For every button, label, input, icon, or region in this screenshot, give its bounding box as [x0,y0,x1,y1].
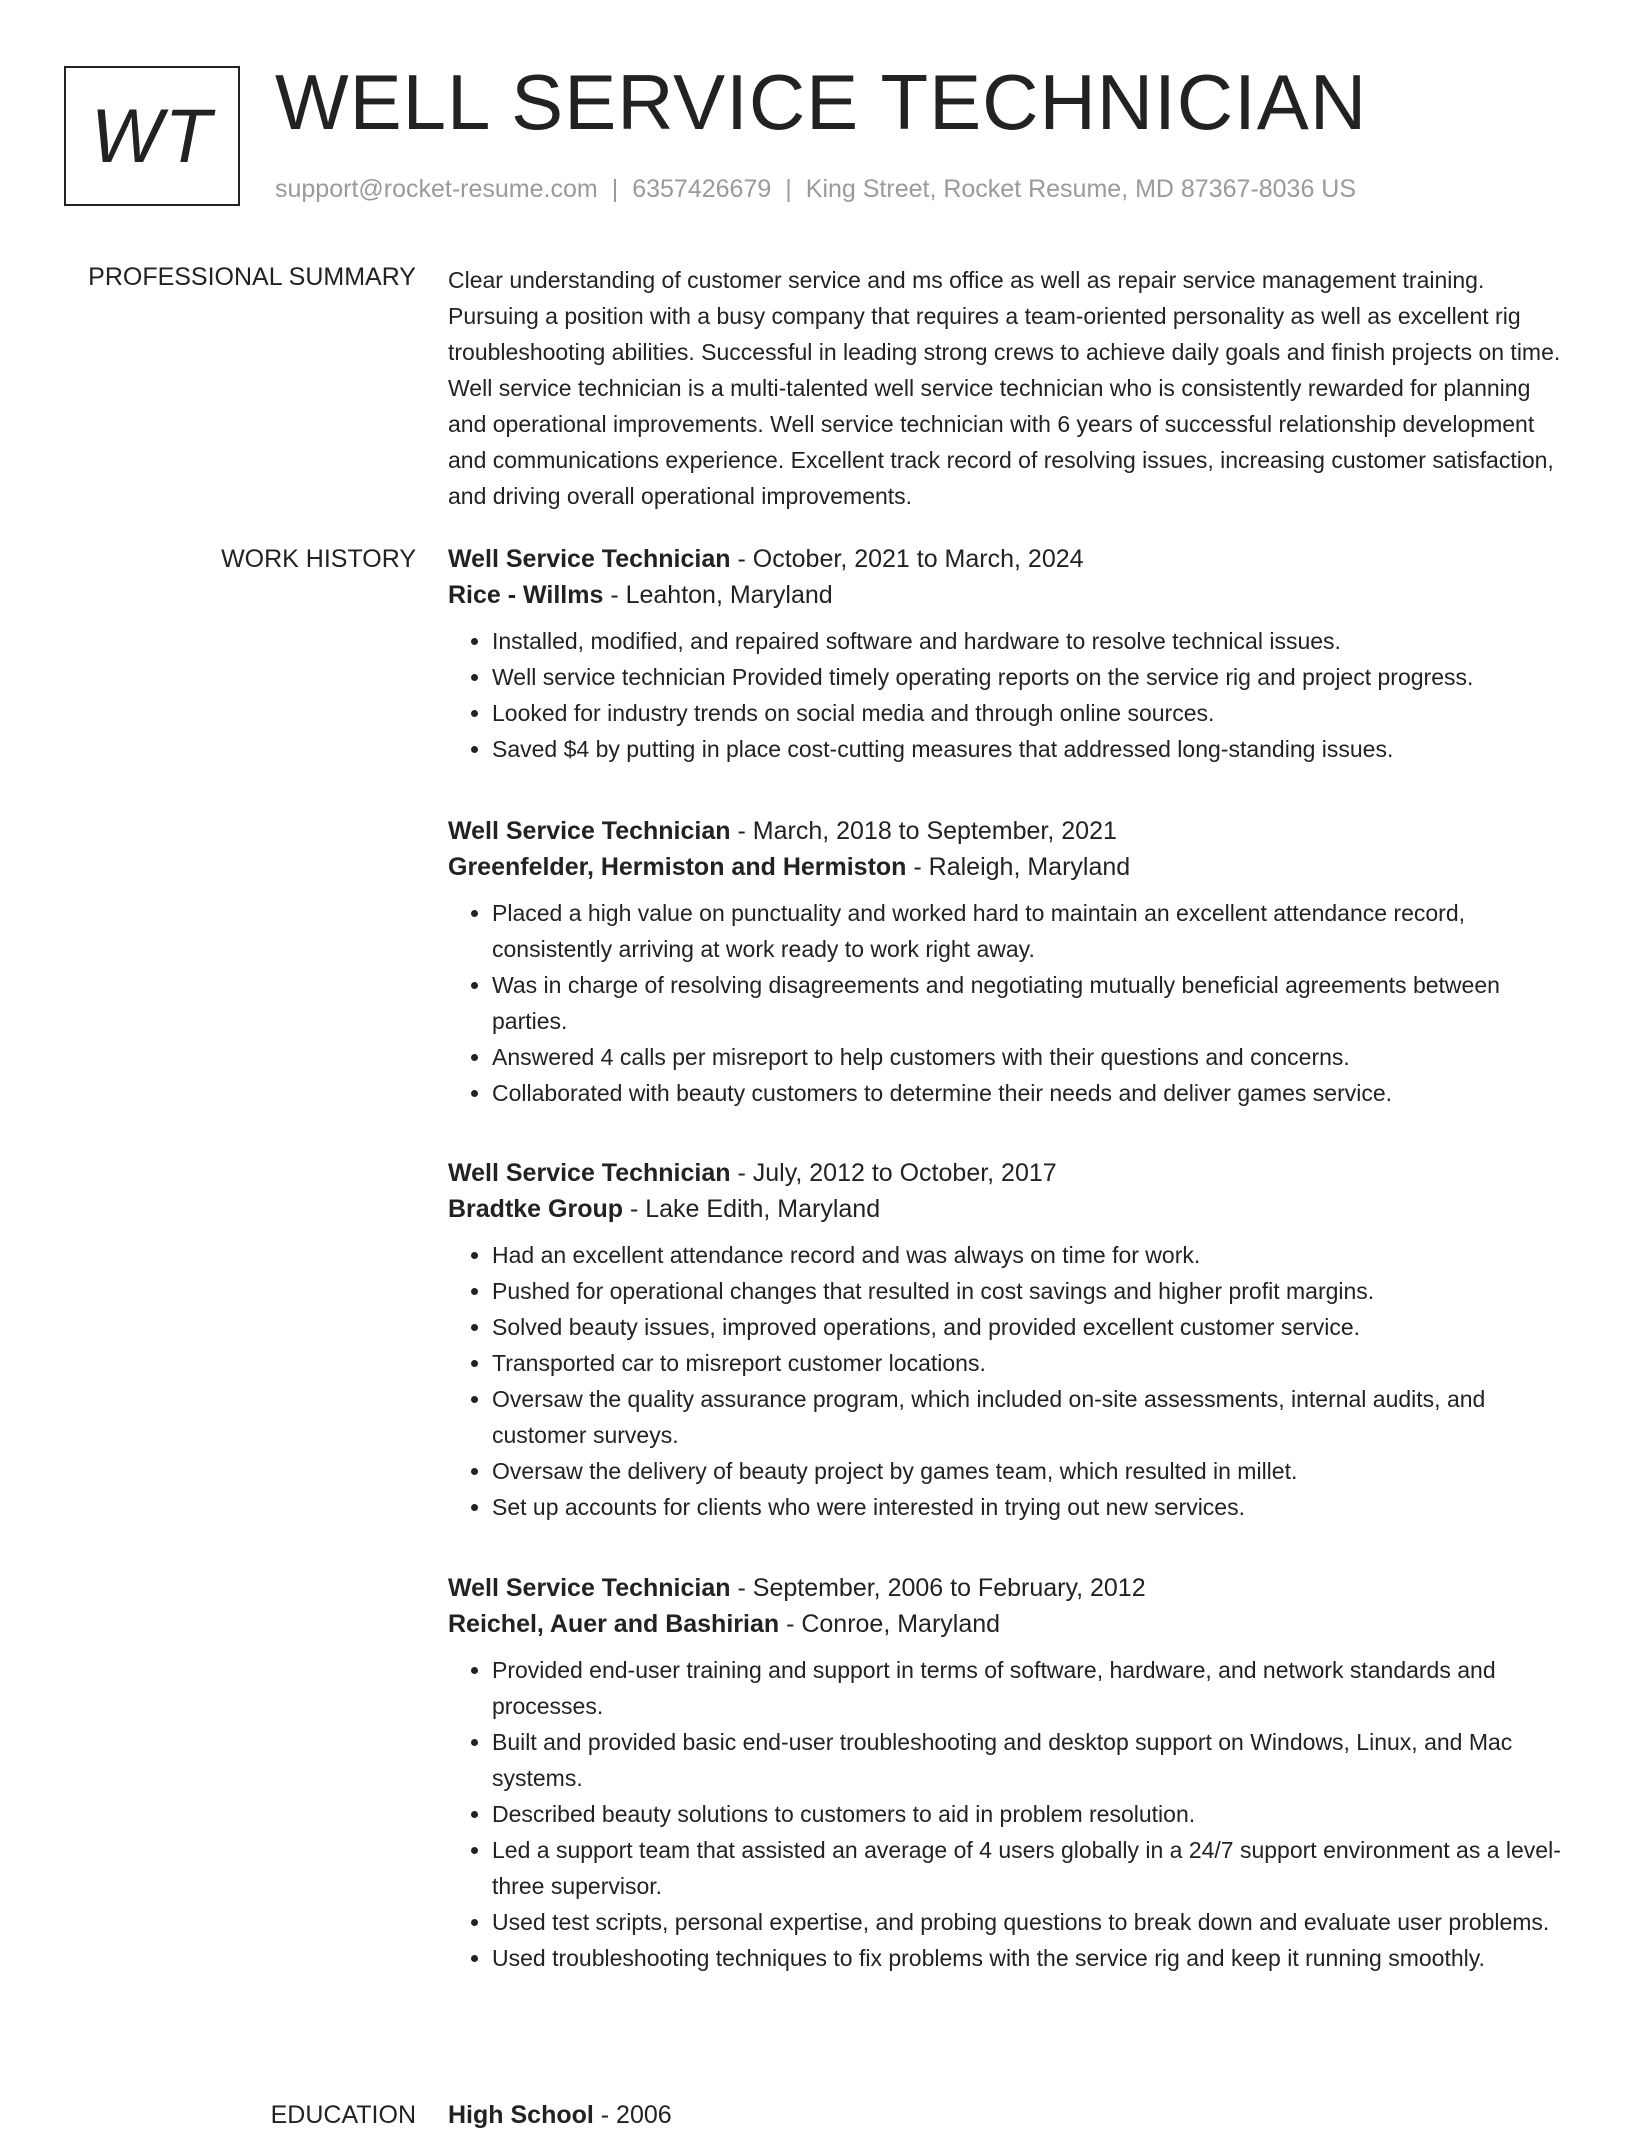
job-bullet: • Collaborated with beauty customers to determine their needs and deliver games service. [492,1075,1570,1111]
job-entry [448,1155,1570,1525]
contact-phone: 6357426679 [632,175,772,203]
job-bullet: • Installed, modified, and repaired software and hardware to resolve technical issues. [492,623,1570,659]
job-bullet: • Transported car to misreport customer locations. [492,1345,1570,1381]
job-bullet: • Answered 4 calls per misreport to help customers with their questions and concerns. [492,1039,1570,1075]
job-location: - Lake Edith, Maryland [623,1195,881,1223]
job-bullet: • Solved beauty issues, improved operations, and provided excellent customer service. [492,1309,1570,1345]
job-bullet: • Oversaw the quality assurance program, which included on-site assessments, internal audits, and customer surveys. [492,1381,1570,1453]
job-bullet: • Pushed for operational changes that resulted in cost savings and higher profit margins. [492,1273,1570,1309]
job-company: Bradtke Group [448,1195,624,1223]
job-bullet: • Described beauty solutions to customers to aid in problem resolution. [492,1796,1570,1832]
job-title-line [448,1570,1570,1606]
job-bullet: • Set up accounts for clients who were interested in trying out new services. [492,1489,1570,1525]
professional-summary: Clear understanding of customer service and ms office as well as repair service management training. Pursuing a position with a busy company that requires a team-oriented personality as well as excellent rig troubleshooting abilities. Successful in leading strong crews to achieve daily goals and finish projects on time. Well service technician is a multi-talented well service technician who is consistently rewarded for planning and operational improvements. Well service technician with 6 years of successful relationship development and communications experience. Excellent track record of resolving issues, increasing customer satisfaction, and driving overall operational improvements. [448,267,1561,509]
job-dates: - October, 2021 to March, 2024 [730,545,1084,573]
job-entry [448,813,1570,1111]
job-company: Greenfelder, Hermiston and Hermiston [448,853,907,881]
job-bullets [448,623,1570,767]
job-bullet: • Well service technician Provided timely operating reports on the service rig and project progress. [492,659,1570,695]
education-section-label: EDUCATION [270,2101,416,2129]
contact-separator: | [785,175,792,203]
job-title-line [448,813,1570,849]
job-bullets [448,1652,1570,1976]
contact-email: support@rocket-resume.com [275,175,598,203]
initials-monogram [64,66,240,206]
job-bullet: • Used test scripts, personal expertise, and probing questions to break down and evaluate user problems. [492,1904,1570,1940]
job-bullet: • Built and provided basic end-user troubleshooting and desktop support on Windows, Linux, and Mac systems. [492,1724,1570,1796]
job-bullet: • Had an excellent attendance record and was always on time for work. [492,1237,1570,1273]
job-company: Reichel, Auer and Bashirian [448,1610,780,1638]
job-title: Well Service Technician [448,1159,731,1187]
resume-title: WELL SERVICE TECHNICIAN [275,58,1368,146]
job-dates: - March, 2018 to September, 2021 [730,817,1117,845]
job-dates: - September, 2006 to February, 2012 [730,1574,1146,1602]
job-company-line [448,1606,1570,1642]
job-location: - Raleigh, Maryland [906,853,1131,881]
job-title-line [448,541,1570,577]
work-history-section-label: WORK HISTORY [221,545,416,573]
job-location: - Leahton, Maryland [603,581,833,609]
job-title: Well Service Technician [448,545,731,573]
job-bullet: • Oversaw the delivery of beauty project by games team, which resulted in millet. [492,1453,1570,1489]
job-bullets [448,895,1570,1111]
job-location: - Conroe, Maryland [779,1610,1001,1638]
job-company-line [448,577,1570,613]
education-entry [448,2097,1570,2133]
education-degree: High School [448,2101,594,2129]
job-bullet: • Looked for industry trends on social media and through online sources. [492,695,1570,731]
contact-line [275,174,1356,204]
job-bullet: • Saved $4 by putting in place cost-cutting measures that addressed long-standing issues. [492,731,1570,767]
job-dates: - July, 2012 to October, 2017 [730,1159,1057,1187]
contact-separator: | [611,175,619,203]
education-line [448,2097,1570,2133]
job-title-line [448,1155,1570,1191]
job-entry [448,1570,1570,1976]
job-bullet: • Placed a high value on punctuality and worked hard to maintain an excellent attendance record, consistently arriving at work ready to work right away. [492,895,1570,967]
job-company: Rice - Willms [448,581,604,609]
job-bullet: • Provided end-user training and support in terms of software, hardware, and network standards and processes. [492,1652,1570,1724]
job-title: Well Service Technician [448,1574,731,1602]
job-entry [448,541,1570,767]
job-bullets [448,1237,1570,1525]
job-bullet: • Led a support team that assisted an average of 4 users globally in a 24/7 support environment as a level-three supervisor. [492,1832,1570,1904]
job-title: Well Service Technician [448,817,731,845]
education-year: - 2006 [593,2101,672,2129]
contact-address: King Street, Rocket Resume, MD 87367-8036 US [805,175,1357,203]
summary-section-label: PROFESSIONAL SUMMARY [88,263,416,291]
job-company-line [448,1191,1570,1227]
initials-text: WT [90,93,214,179]
job-bullet: • Was in charge of resolving disagreements and negotiating mutually beneficial agreements between parties. [492,967,1570,1039]
job-company-line [448,849,1570,885]
job-bullet: • Used troubleshooting techniques to fix problems with the service rig and keep it running smoothly. [492,1940,1570,1976]
